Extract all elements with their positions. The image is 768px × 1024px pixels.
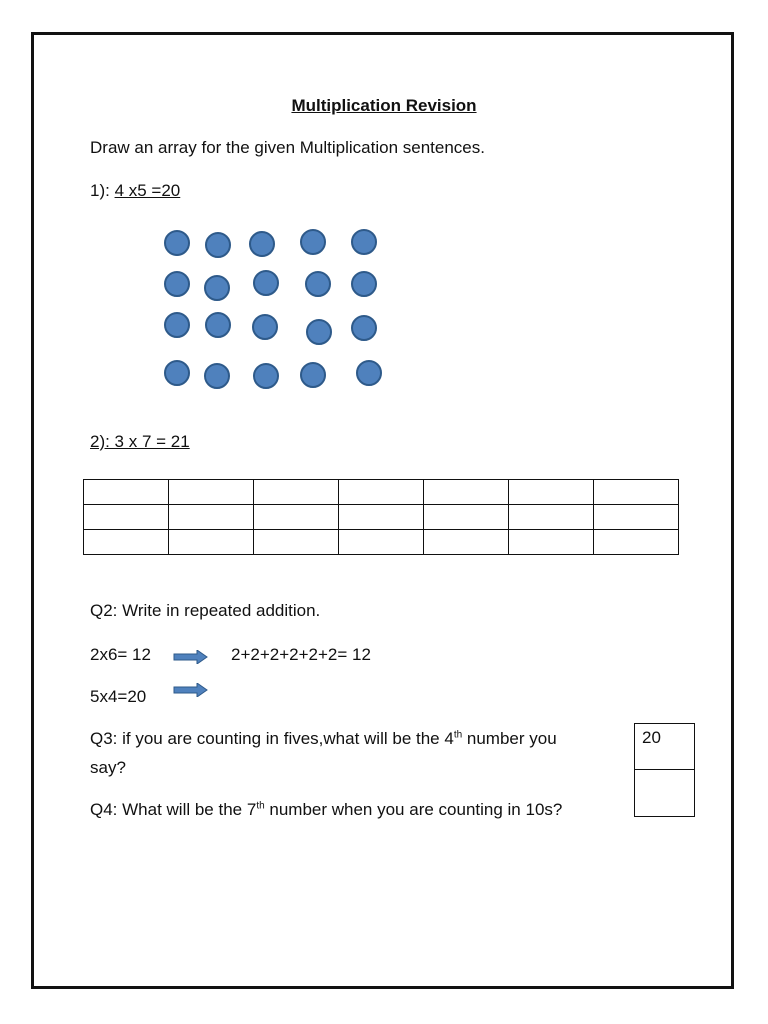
grid-cell[interactable] bbox=[254, 530, 339, 555]
grid-cell[interactable] bbox=[424, 530, 509, 555]
grid-cell[interactable] bbox=[169, 530, 254, 555]
q4-question bbox=[90, 800, 562, 820]
question-1b-label: 2): 3 x 7 = 21 bbox=[90, 432, 190, 451]
grid-cell[interactable] bbox=[254, 480, 339, 505]
q4-superscript: th bbox=[256, 800, 265, 812]
grid-cell[interactable] bbox=[594, 505, 679, 530]
instruction-text: Draw an array for the given Multiplication sentences. bbox=[90, 138, 485, 157]
q3-answer-box[interactable] bbox=[634, 723, 695, 770]
grid-cell[interactable] bbox=[254, 505, 339, 530]
array-dot bbox=[205, 276, 229, 300]
array-dot bbox=[206, 233, 230, 257]
array-dot bbox=[301, 363, 325, 387]
grid-cell[interactable] bbox=[84, 480, 169, 505]
right-arrow-icon bbox=[173, 650, 209, 664]
grid-cell[interactable] bbox=[509, 480, 594, 505]
array-dot bbox=[306, 272, 330, 296]
grid-cell[interactable] bbox=[594, 480, 679, 505]
array-dot bbox=[165, 231, 189, 255]
q4-text-end: number when you are counting in 10s? bbox=[264, 800, 563, 819]
grid-cell[interactable] bbox=[339, 505, 424, 530]
array-dot bbox=[254, 271, 278, 295]
grid-cell[interactable] bbox=[509, 505, 594, 530]
q4-text: Q4: What will be the 7 bbox=[90, 800, 257, 819]
q2-line1-left: 2x6= 12 bbox=[90, 645, 151, 664]
grid-cell[interactable] bbox=[84, 530, 169, 555]
array-dot bbox=[250, 232, 274, 256]
grid-cell[interactable] bbox=[169, 480, 254, 505]
q3-question-line2: say? bbox=[90, 758, 126, 777]
q3-question bbox=[90, 729, 557, 749]
grid-cell[interactable] bbox=[509, 530, 594, 555]
q2-line1-right: 2+2+2+2+2+2= 12 bbox=[231, 645, 371, 664]
grid-cell[interactable] bbox=[169, 505, 254, 530]
grid-row bbox=[84, 480, 679, 505]
right-arrow-icon bbox=[173, 683, 209, 697]
array-dot bbox=[165, 313, 189, 337]
array-grid bbox=[83, 479, 679, 555]
array-dot bbox=[165, 361, 189, 385]
q2-line2-left: 5x4=20 bbox=[90, 687, 147, 706]
array-dot bbox=[205, 364, 229, 388]
grid-cell[interactable] bbox=[339, 530, 424, 555]
array-dot bbox=[253, 315, 277, 339]
grid-row bbox=[84, 505, 679, 530]
array-dot bbox=[352, 230, 376, 254]
grid-cell[interactable] bbox=[424, 505, 509, 530]
grid-cell[interactable] bbox=[339, 480, 424, 505]
array-dot bbox=[357, 361, 381, 385]
array-dot bbox=[165, 272, 189, 296]
grid-cell[interactable] bbox=[84, 505, 169, 530]
array-dot bbox=[352, 272, 376, 296]
array-dot bbox=[206, 313, 230, 337]
q3-answer: 20 bbox=[642, 728, 661, 747]
question-1-prefix: 1): bbox=[90, 181, 115, 200]
q3-superscript: th bbox=[453, 729, 463, 741]
array-dot bbox=[254, 364, 278, 388]
worksheet-title: Multiplication Revision bbox=[291, 96, 477, 115]
array-dot bbox=[352, 316, 376, 340]
grid-cell[interactable] bbox=[424, 480, 509, 505]
q3-text: Q3: if you are counting in fives,what will be the 4 bbox=[90, 729, 454, 748]
grid-cell[interactable] bbox=[594, 530, 679, 555]
q4-answer-box[interactable] bbox=[634, 769, 695, 817]
grid-row bbox=[84, 530, 679, 555]
q3-text-end: number you bbox=[462, 729, 557, 748]
array-dot bbox=[301, 230, 325, 254]
array-dot bbox=[307, 320, 331, 344]
q2-heading: Q2: Write in repeated addition. bbox=[90, 601, 321, 620]
question-1-equation: 4 x5 =20 bbox=[114, 181, 181, 200]
